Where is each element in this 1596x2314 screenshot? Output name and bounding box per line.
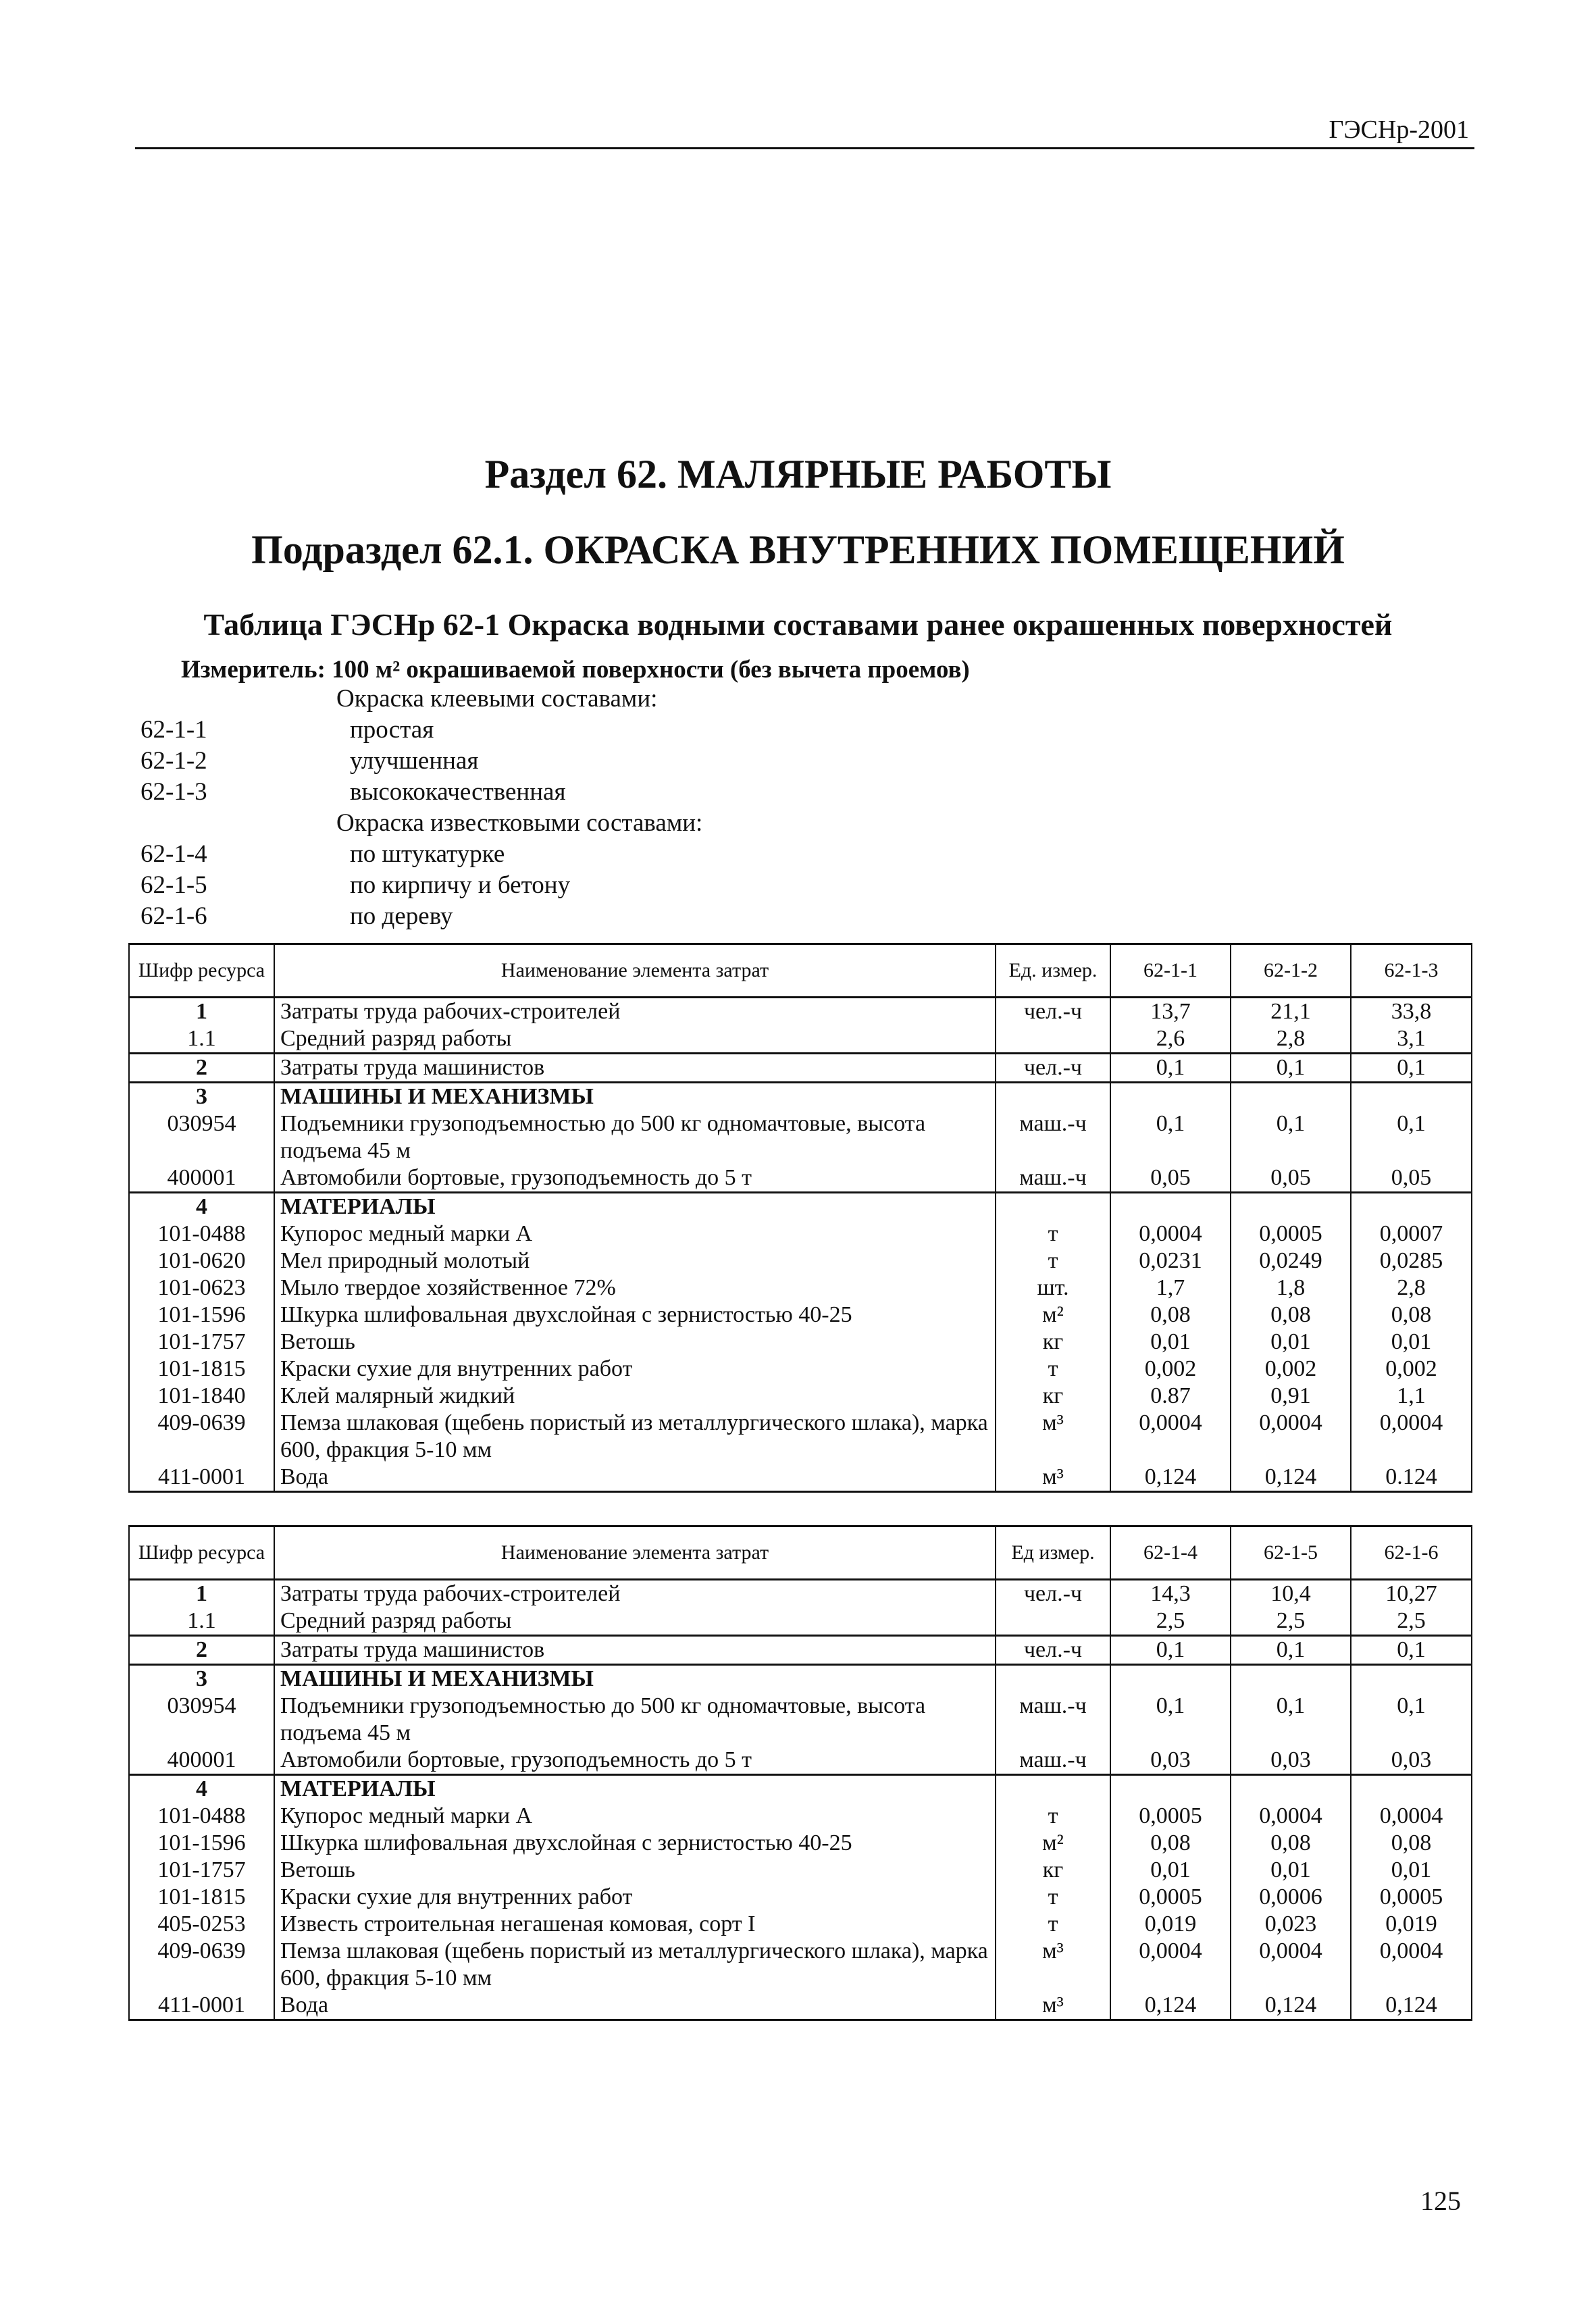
cost-element-name: Клей малярный жидкий [274, 1383, 996, 1410]
norm-value: 0,05 [1351, 1164, 1472, 1193]
norm-value: 0,1 [1110, 1693, 1231, 1747]
work-item [140, 901, 702, 932]
table-row [129, 1220, 1472, 1248]
table-row [129, 1911, 1472, 1938]
norm-value: 0,1 [1351, 1110, 1472, 1164]
unit: м³ [996, 1938, 1110, 1992]
norm-value [1110, 1775, 1231, 1803]
cost-element-name: МАШИНЫ И МЕХАНИЗМЫ [274, 1083, 996, 1111]
unit: чел.-ч [996, 1054, 1110, 1083]
unit: чел.-ч [996, 998, 1110, 1026]
section-title: Раздел 62. МАЛЯРНЫЕ РАБОТЫ [484, 452, 1112, 496]
cost-element-name: МАШИНЫ И МЕХАНИЗМЫ [274, 1665, 996, 1693]
resource-code: 1 [129, 1580, 274, 1608]
norm-value [1231, 1775, 1351, 1803]
norm-value: 0,124 [1110, 1992, 1231, 2020]
table-row [129, 1857, 1472, 1884]
cost-element-name: Средний разряд работы [274, 1025, 996, 1054]
column-header: 62-1-4 [1110, 1526, 1231, 1580]
cost-element-name: Известь строительная негашеная комовая, сорт I [274, 1911, 996, 1938]
cost-element-name: МАТЕРИАЛЫ [274, 1193, 996, 1221]
cost-element-name: Пемза шлаковая (щебень пористый из металлургического шлака), марка 600, фракция 5-10 мм [274, 1938, 996, 1992]
table-row [129, 1747, 1472, 1775]
resource-code: 409-0639 [129, 1938, 274, 1992]
norm-value: 0,0004 [1231, 1803, 1351, 1830]
norm-value: 0,01 [1351, 1857, 1472, 1884]
norm-value: 0,0004 [1351, 1410, 1472, 1464]
unit: м² [996, 1830, 1110, 1857]
row-group [129, 1775, 1472, 2020]
norm-value: 0,01 [1231, 1857, 1351, 1884]
norm-value: 0,08 [1351, 1302, 1472, 1329]
norm-value: 13,7 [1110, 998, 1231, 1026]
resource-code: 2 [129, 1636, 274, 1665]
table-row [129, 1693, 1472, 1747]
norm-value: 33,8 [1351, 998, 1472, 1026]
resource-code: 4 [129, 1775, 274, 1803]
norm-value: 0,0007 [1351, 1220, 1472, 1248]
resource-code: 101-1596 [129, 1830, 274, 1857]
unit [996, 1083, 1110, 1111]
work-name: простая [350, 716, 434, 744]
unit: маш.-ч [996, 1747, 1110, 1775]
cost-element-name: Затраты труда машинистов [274, 1636, 996, 1665]
unit: т [996, 1911, 1110, 1938]
table-row [129, 1248, 1472, 1275]
resource-code: 405-0253 [129, 1911, 274, 1938]
work-name: по дереву [350, 902, 453, 930]
column-header: 62-1-1 [1110, 944, 1231, 998]
norm-value: 0,91 [1231, 1383, 1351, 1410]
norm-value [1110, 1083, 1231, 1111]
table-row [129, 1884, 1472, 1911]
norm-value: 2,5 [1351, 1608, 1472, 1636]
unit: м³ [996, 1410, 1110, 1464]
resource-code: 101-1757 [129, 1857, 274, 1884]
table-row [129, 1580, 1472, 1608]
cost-element-name: Шкурка шлифовальная двухслойная с зернистостью 40-25 [274, 1830, 996, 1857]
norm-value [1231, 1193, 1351, 1221]
resource-code: 3 [129, 1665, 274, 1693]
cost-element-name: Мел природный молотый [274, 1248, 996, 1275]
norm-value: 0,08 [1231, 1830, 1351, 1857]
norm-value [1351, 1665, 1472, 1693]
resource-table-2 [128, 1525, 1472, 2021]
cost-element-name: Краски сухие для внутренних работ [274, 1884, 996, 1911]
column-header: 62-1-2 [1231, 944, 1351, 998]
cost-element-name: Купорос медный марки А [274, 1803, 996, 1830]
table-row [129, 1464, 1472, 1492]
unit [996, 1775, 1110, 1803]
column-header: Шифр ресурса [129, 944, 274, 998]
resource-code: 400001 [129, 1747, 274, 1775]
resource-code: 101-1815 [129, 1884, 274, 1911]
table-row [129, 1356, 1472, 1383]
norm-value: 0,03 [1110, 1747, 1231, 1775]
row-group [129, 1580, 1472, 1636]
norm-value: 14,3 [1110, 1580, 1231, 1608]
resource-code: 101-1840 [129, 1383, 274, 1410]
column-header: 62-1-5 [1231, 1526, 1351, 1580]
norm-value: 0,0004 [1231, 1410, 1351, 1464]
norm-value: 10,4 [1231, 1580, 1351, 1608]
work-code: 62-1-6 [140, 902, 207, 930]
norm-value: 1,8 [1231, 1275, 1351, 1302]
norm-value: 1,7 [1110, 1275, 1231, 1302]
column-header: 62-1-3 [1351, 944, 1472, 998]
table-row [129, 1025, 1472, 1054]
norm-value: 0,1 [1231, 1054, 1351, 1083]
norm-value: 0,0006 [1231, 1884, 1351, 1911]
row-group [129, 1665, 1472, 1775]
cost-element-name: Автомобили бортовые, грузоподъемность до 5 т [274, 1164, 996, 1193]
resource-code: 400001 [129, 1164, 274, 1193]
cost-element-name: Средний разряд работы [274, 1608, 996, 1636]
unit: т [996, 1356, 1110, 1383]
work-item [140, 746, 702, 777]
table-row [129, 1164, 1472, 1193]
work-code: 62-1-4 [140, 840, 207, 868]
norm-value: 0,124 [1231, 1992, 1351, 2020]
work-name: улучшенная [350, 747, 479, 775]
resource-code: 1.1 [129, 1608, 274, 1636]
norm-value: 0,0005 [1231, 1220, 1351, 1248]
cost-element-name: Мыло твердое хозяйственное 72% [274, 1275, 996, 1302]
norm-value: 0,08 [1231, 1302, 1351, 1329]
cost-element-name: Подъемники грузоподъемностью до 500 кг одномачтовые, высота подъема 45 м [274, 1110, 996, 1164]
row-group [129, 1636, 1472, 1665]
norm-value: 0,1 [1351, 1636, 1472, 1665]
norm-value: 0,1 [1351, 1693, 1472, 1747]
norm-value: 0,1 [1110, 1054, 1231, 1083]
work-code: 62-1-2 [140, 747, 207, 775]
unit: шт. [996, 1275, 1110, 1302]
norm-value: 0.87 [1110, 1383, 1231, 1410]
table-title: Таблица ГЭСНр 62-1 Окраска водными составами ранее окрашенных поверхностей [203, 607, 1393, 642]
unit: т [996, 1884, 1110, 1911]
norm-value: 0,05 [1110, 1164, 1231, 1193]
unit: т [996, 1220, 1110, 1248]
norm-value: 0,124 [1351, 1992, 1472, 2020]
table-header-row [129, 1526, 1472, 1580]
norm-value: 0,1 [1351, 1054, 1472, 1083]
cost-element-name: Краски сухие для внутренних работ [274, 1356, 996, 1383]
cost-element-name: Пемза шлаковая (щебень пористый из металлургического шлака), марка 600, фракция 5-10 мм [274, 1410, 996, 1464]
norm-value: 1,1 [1351, 1383, 1472, 1410]
resource-code: 411-0001 [129, 1464, 274, 1492]
row-group [129, 1193, 1472, 1492]
unit: чел.-ч [996, 1636, 1110, 1665]
page-number: 125 [1420, 2186, 1461, 2216]
unit: кг [996, 1857, 1110, 1884]
work-code: 62-1-3 [140, 778, 207, 806]
column-header: Ед. измер. [996, 944, 1110, 998]
column-header: 62-1-6 [1351, 1526, 1472, 1580]
norm-value: 0,03 [1231, 1747, 1351, 1775]
work-group-heading [140, 684, 702, 715]
norm-value [1351, 1083, 1472, 1111]
work-item [140, 839, 702, 870]
norm-value: 2,5 [1110, 1608, 1231, 1636]
norm-value: 0,1 [1231, 1110, 1351, 1164]
row-group [129, 1083, 1472, 1193]
norm-value: 0,01 [1110, 1857, 1231, 1884]
unit: кг [996, 1383, 1110, 1410]
unit: чел.-ч [996, 1580, 1110, 1608]
table-row [129, 1803, 1472, 1830]
table-row [129, 1329, 1472, 1356]
cost-element-name: Ветошь [274, 1857, 996, 1884]
norm-value [1351, 1775, 1472, 1803]
resource-code: 030954 [129, 1693, 274, 1747]
work-item [140, 870, 702, 901]
norm-value: 0,124 [1231, 1464, 1351, 1492]
cost-element-name: Купорос медный марки А [274, 1220, 996, 1248]
cost-element-name: МАТЕРИАЛЫ [274, 1775, 996, 1803]
norm-value: 0,0005 [1351, 1884, 1472, 1911]
norm-value: 0,0004 [1351, 1938, 1472, 1992]
norm-value [1231, 1665, 1351, 1693]
norm-value: 0,002 [1231, 1356, 1351, 1383]
header-rule [135, 147, 1474, 149]
table-row [129, 1083, 1472, 1111]
unit: маш.-ч [996, 1693, 1110, 1747]
resource-code: 101-1596 [129, 1302, 274, 1329]
table-row [129, 1665, 1472, 1693]
resource-code: 101-1757 [129, 1329, 274, 1356]
work-group-label: Окраска клеевыми составами: [336, 685, 658, 713]
cost-element-name: Вода [274, 1464, 996, 1492]
norm-value: 0,03 [1351, 1747, 1472, 1775]
unit [996, 1665, 1110, 1693]
work-group-label: Окраска известковыми составами: [336, 809, 703, 837]
norm-value: 0,0004 [1231, 1938, 1351, 1992]
unit [996, 1025, 1110, 1054]
cost-element-name: Вода [274, 1992, 996, 2020]
norm-value: 2,8 [1351, 1275, 1472, 1302]
resource-code: 1 [129, 998, 274, 1026]
norm-value: 0,1 [1110, 1110, 1231, 1164]
work-list [140, 684, 702, 932]
unit: т [996, 1803, 1110, 1830]
norm-value: 0,1 [1231, 1636, 1351, 1665]
norm-value: 2,8 [1231, 1025, 1351, 1054]
document-code: ГЭСНр-2001 [1329, 115, 1469, 144]
table-row [129, 1410, 1472, 1464]
unit: м³ [996, 1992, 1110, 2020]
resource-code: 101-0623 [129, 1275, 274, 1302]
table-row [129, 1775, 1472, 1803]
work-code: 62-1-1 [140, 716, 207, 744]
norm-value: 0,08 [1110, 1830, 1231, 1857]
norm-value [1110, 1665, 1231, 1693]
table-row [129, 1938, 1472, 1992]
table-row [129, 998, 1472, 1026]
table-row [129, 1636, 1472, 1665]
norm-value: 0,023 [1231, 1911, 1351, 1938]
table-row [129, 1830, 1472, 1857]
table-row [129, 1383, 1472, 1410]
resource-code: 411-0001 [129, 1992, 274, 2020]
cost-element-name: Подъемники грузоподъемностью до 500 кг одномачтовые, высота подъема 45 м [274, 1693, 996, 1747]
resource-table-1 [128, 943, 1472, 1493]
norm-value: 0,0249 [1231, 1248, 1351, 1275]
norm-value: 0,002 [1351, 1356, 1472, 1383]
row-group [129, 1054, 1472, 1083]
norm-value: 0,124 [1110, 1464, 1231, 1492]
norm-value: 3,1 [1351, 1025, 1472, 1054]
table-row [129, 1302, 1472, 1329]
norm-value: 2,6 [1110, 1025, 1231, 1054]
work-code: 62-1-5 [140, 871, 207, 899]
work-item [140, 715, 702, 746]
norm-value: 0,0004 [1110, 1410, 1231, 1464]
cost-element-name: Затраты труда рабочих-строителей [274, 998, 996, 1026]
norm-value: 0,01 [1231, 1329, 1351, 1356]
norm-value: 0,05 [1231, 1164, 1351, 1193]
cost-element-name: Ветошь [274, 1329, 996, 1356]
resource-code: 030954 [129, 1110, 274, 1164]
work-name: высококачественная [350, 778, 566, 806]
column-header: Наименование элемента затрат [274, 1526, 996, 1580]
unit: кг [996, 1329, 1110, 1356]
norm-value: 0.124 [1351, 1464, 1472, 1492]
column-header: Наименование элемента затрат [274, 944, 996, 998]
resource-code: 101-1815 [129, 1356, 274, 1383]
unit: м² [996, 1302, 1110, 1329]
cost-element-name: Автомобили бортовые, грузоподъемность до 5 т [274, 1747, 996, 1775]
norm-value: 0,08 [1110, 1302, 1231, 1329]
table-row [129, 1992, 1472, 2020]
column-header: Шифр ресурса [129, 1526, 274, 1580]
unit: м³ [996, 1464, 1110, 1492]
unit: маш.-ч [996, 1110, 1110, 1164]
unit [996, 1193, 1110, 1221]
cost-element-name: Затраты труда рабочих-строителей [274, 1580, 996, 1608]
norm-value: 0,019 [1351, 1911, 1472, 1938]
work-item [140, 777, 702, 808]
work-name: по кирпичу и бетону [350, 871, 571, 899]
resource-code: 2 [129, 1054, 274, 1083]
norm-value: 10,27 [1351, 1580, 1472, 1608]
cost-element-name: Затраты труда машинистов [274, 1054, 996, 1083]
table-row [129, 1110, 1472, 1164]
column-header: Ед измер. [996, 1526, 1110, 1580]
measure-unit: Измеритель: 100 м² окрашиваемой поверхности (без вычета проемов) [181, 656, 970, 684]
table-row [129, 1275, 1472, 1302]
resource-code: 101-0488 [129, 1803, 274, 1830]
norm-value: 0,0005 [1110, 1803, 1231, 1830]
norm-value: 2,5 [1231, 1608, 1351, 1636]
resource-code: 3 [129, 1083, 274, 1111]
norm-value [1351, 1193, 1472, 1221]
cost-element-name: Шкурка шлифовальная двухслойная с зернистостью 40-25 [274, 1302, 996, 1329]
norm-value: 0,01 [1110, 1329, 1231, 1356]
work-name: по штукатурке [350, 840, 505, 868]
unit: т [996, 1248, 1110, 1275]
norm-value: 0,01 [1351, 1329, 1472, 1356]
norm-value: 0,0004 [1110, 1220, 1231, 1248]
unit: маш.-ч [996, 1164, 1110, 1193]
work-group-heading [140, 808, 702, 839]
resource-code: 101-0620 [129, 1248, 274, 1275]
table-header-row [129, 944, 1472, 998]
norm-value: 0,08 [1351, 1830, 1472, 1857]
unit [996, 1608, 1110, 1636]
resource-code: 101-0488 [129, 1220, 274, 1248]
table-row [129, 1193, 1472, 1221]
norm-value: 0,0004 [1351, 1803, 1472, 1830]
resource-code: 1.1 [129, 1025, 274, 1054]
norm-value [1231, 1083, 1351, 1111]
resource-code: 4 [129, 1193, 274, 1221]
norm-value: 0,002 [1110, 1356, 1231, 1383]
norm-value: 0,0004 [1110, 1938, 1231, 1992]
norm-value: 0,019 [1110, 1911, 1231, 1938]
norm-value [1110, 1193, 1231, 1221]
row-group [129, 998, 1472, 1054]
norm-value: 0,0231 [1110, 1248, 1231, 1275]
resource-code: 409-0639 [129, 1410, 274, 1464]
norm-value: 0,0005 [1110, 1884, 1231, 1911]
table-row [129, 1608, 1472, 1636]
norm-value: 0,1 [1110, 1636, 1231, 1665]
table-row [129, 1054, 1472, 1083]
norm-value: 0,1 [1231, 1693, 1351, 1747]
norm-value: 0,0285 [1351, 1248, 1472, 1275]
norm-value: 21,1 [1231, 998, 1351, 1026]
subsection-title: Подраздел 62.1. ОКРАСКА ВНУТРЕННИХ ПОМЕЩЕНИЙ [251, 528, 1345, 572]
